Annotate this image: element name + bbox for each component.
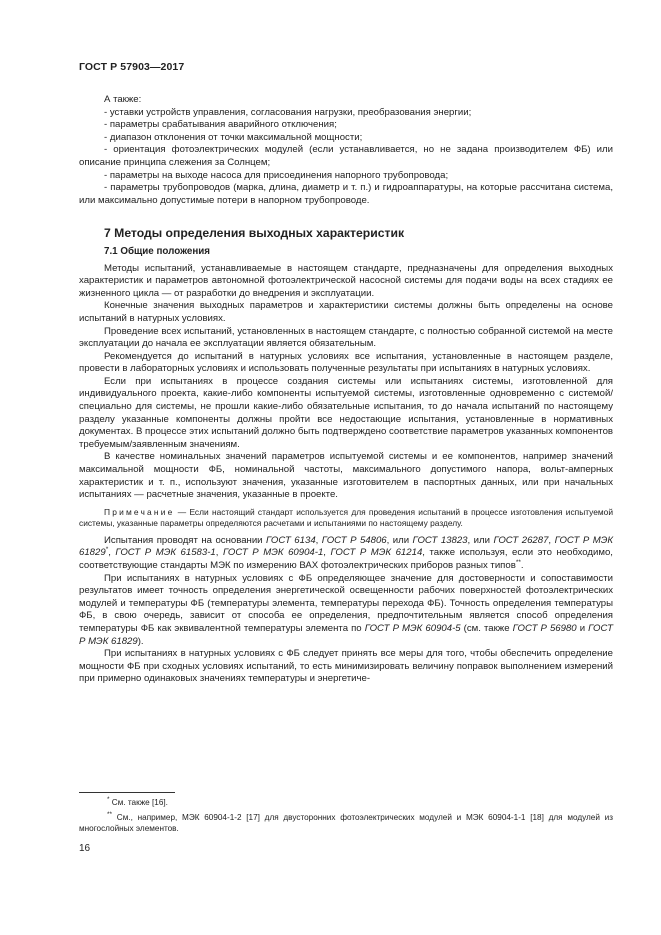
- standard-ref: ГОСТ Р МЭК 61583-1: [115, 547, 216, 559]
- text-span: , или: [467, 534, 494, 546]
- standards-paragraph: [79, 535, 613, 573]
- footnote-marker: *: [105, 546, 109, 554]
- footnotes: [79, 798, 613, 838]
- standard-ref: ГОСТ 13823: [412, 534, 468, 546]
- intro-lead: А также:: [104, 94, 142, 105]
- page-number: 16: [79, 843, 91, 854]
- paragraph: При испытаниях в натурных условиях с ФБ следует принять все меры для того, чтобы обеспечить определение мощности ФБ при сходных условиях испытаний, то есть минимизировать величину поправок выполнением измерений при примерно одинаковых значениях температуры и энергетиче-: [79, 648, 613, 685]
- paragraph: В качестве номинальных значений параметров испытуемой системы и ее компонентов, например значений максимальной мощности ФБ, номинальной частоты, максимального допустимого напора, вольт-амперных характеристик и т. п., используют значения, указанные изготовителем в паспортных данных, или при начальных испытаниях — расчетные значения, указанные в проекте.: [79, 451, 613, 501]
- text-span: ).: [137, 635, 144, 647]
- accuracy-paragraph: [79, 573, 613, 649]
- text-span: При испытаниях в натурных условиях с ФБ определяющее значение для достоверности и сопоставимости результатов имеет точность определения энергетической освещенности рабочих поверхностей фотоэлектрических модулей и температуры ФБ (температуры элемента, температуры перехода ФБ). Точность определения температуры ФБ, в свою очередь, зависит от способа ее определения, предпочтительным является способ определения температуры ФБ как эквивалентной температуры элемента по: [79, 572, 613, 634]
- footnote-marker: *: [107, 796, 110, 803]
- paragraph: Конечные значения выходных параметров и характеристики системы должны быть определены на основе испытаний в натурных условиях.: [79, 300, 613, 324]
- standard-ref: ГОСТ Р МЭК 61829: [79, 622, 613, 647]
- note: [79, 507, 613, 529]
- page-content: [79, 94, 613, 686]
- standard-ref: ГОСТ Р МЭК 60904-1: [222, 547, 324, 559]
- footnote-text: См., например, МЭК 60904-1-2 [17] для двусторонних фотоэлектрических модулей и МЭК 60904-1-1 [18] для модулей из многослойных элементов.: [79, 812, 613, 833]
- paragraph: Рекомендуется до испытаний в натурных условиях все испытания, установленные в настоящем разделе, провести в лабораторных условиях и использовать полученные результаты при испытаниях в натурных условиях.: [79, 350, 613, 375]
- text-span: ,: [315, 534, 322, 546]
- list-item: - параметры на выходе насоса для присоединения напорного трубопровода;: [104, 169, 449, 181]
- list-item: - параметры трубопроводов (марка, длина, диаметр и т. п.) и гидроаппаратуры, на которые рассчитана система, или максимально допустимые потери в напорном трубопроводе.: [79, 182, 613, 206]
- footnote: [79, 810, 613, 835]
- list-item: - диапазон отклонения от точки максимальной мощности;: [104, 131, 363, 143]
- list-item: - уставки устройств управления, согласования нагрузки, преобразования энергии;: [104, 106, 472, 118]
- standard-ref: ГОСТ 6134: [266, 534, 316, 546]
- footnote-divider: [79, 792, 175, 793]
- standard-ref: ГОСТ Р МЭК 61214: [330, 547, 423, 559]
- footnote: [79, 798, 613, 809]
- list-item: - ориентация фотоэлектрических модулей (если устанавливается, но не задана производителем ФБ) или описание принципа слежения за Солнцем;: [79, 144, 613, 168]
- text-span: .: [520, 560, 524, 571]
- footnote-marker: **: [515, 559, 521, 566]
- text-span: ,: [323, 547, 331, 559]
- standard-ref: ГОСТ Р 54806: [321, 534, 387, 546]
- paragraph: Проведение всех испытаний, установленных в настоящем стандарте, с полностью собранной системой на месте эксплуатации до начала ее эксплуатации является обязательным.: [79, 325, 613, 350]
- text-span: Испытания проводят на основании: [104, 534, 267, 546]
- text-span: (см. также: [460, 622, 513, 634]
- note-label: Примечание: [104, 506, 175, 517]
- text-span: , также используя, если это необходимо, соответствующие стандарты МЭК по измерению ВАХ фотоэлектрических приборов разных типов: [79, 547, 613, 571]
- text-span: ,: [548, 534, 555, 546]
- standard-ref: ГОСТ Р МЭК 60904-5: [364, 622, 461, 634]
- text-span: ,: [215, 547, 223, 559]
- text-span: ,: [108, 547, 116, 559]
- note-text: Если настоящий стандарт используется для проведения испытаний в процессе изготовления испытуемой системы, указанные параметры определяются расчетами и испытаниями по настоящему разделу.: [79, 506, 614, 528]
- standard-header: ГОСТ Р 57903—2017: [79, 61, 185, 73]
- list-item: - параметры срабатывания аварийного отключения;: [104, 119, 337, 131]
- footnote-text: См. также [16].: [109, 798, 168, 807]
- paragraph: Методы испытаний, устанавливаемые в настоящем стандарте, предназначены для определения выходных характеристик и параметров автономной фотоэлектрической насосной системы для подачи воды на всех стадиях ее жизненного цикла — от разработки до внедрения и эксплуатации.: [79, 262, 613, 299]
- subsection-title: 7.1 Общие положения: [104, 245, 211, 257]
- standard-ref: ГОСТ 26287: [493, 534, 549, 546]
- note-dash: —: [174, 506, 190, 517]
- text-span: , или: [386, 534, 413, 546]
- standard-ref: ГОСТ Р МЭК 61829: [79, 534, 614, 559]
- footnote-marker: **: [107, 810, 113, 818]
- section-title: 7 Методы определения выходных характеристик: [104, 226, 405, 241]
- standard-ref: ГОСТ Р 56980: [512, 622, 577, 634]
- text-span: и: [576, 622, 589, 634]
- paragraph: Если при испытаниях в процессе создания системы или испытаниях системы, изготовленной для индивидуального проекта, какие-либо компоненты испытуемой системы, изготовленные одновременно с системой/специально для системы, не прошли какие-либо обязательные испытания, то до начала испытаний по настоящему разделу указанные компоненты должны пройти все недостающие испытания, установленные в нормативных документах. В процессе этих испытаний должно быть подтверждено соответствие параметров указанных компонентов требуемым/заявленным значениям.: [79, 375, 613, 450]
